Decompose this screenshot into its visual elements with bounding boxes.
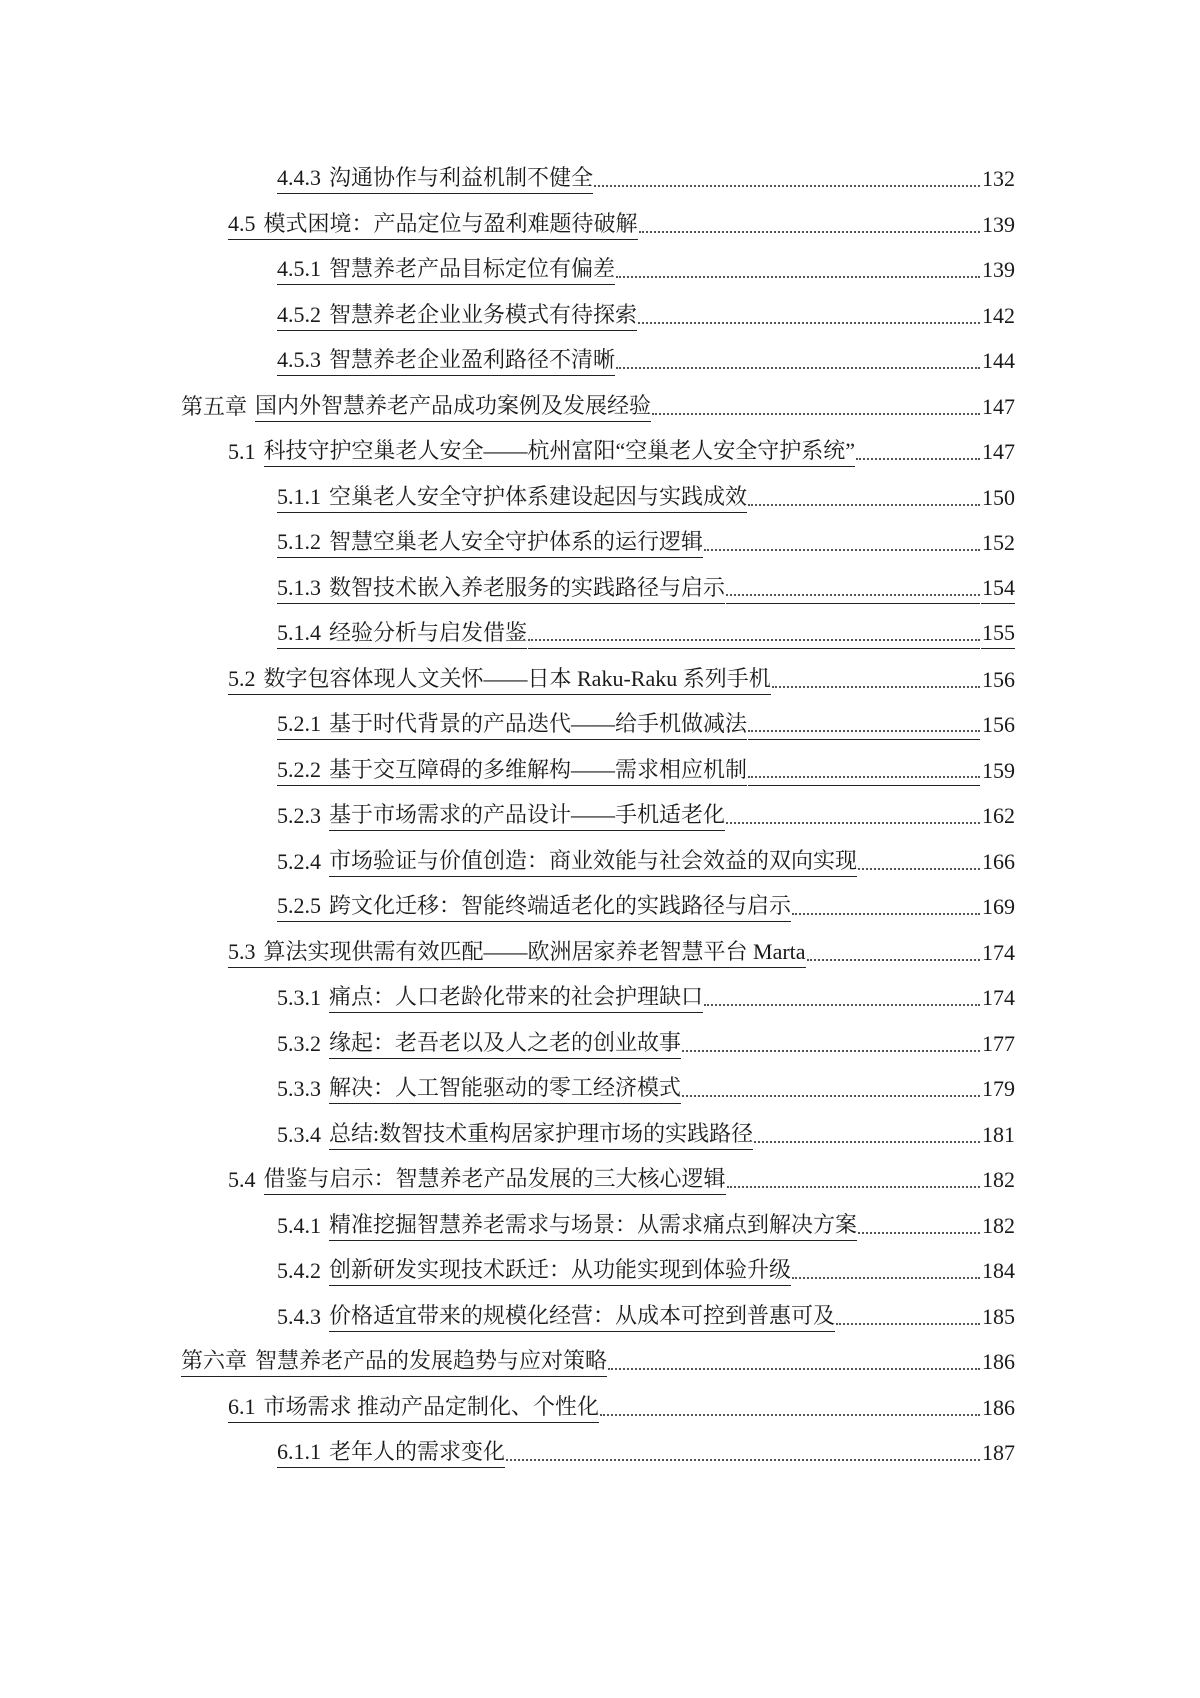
toc-dot-leader [792, 1256, 980, 1286]
toc-entry-page: 159 [982, 757, 1015, 783]
toc-entry-page: 166 [982, 848, 1015, 874]
toc-entry-title: 痛点：人口老龄化带来的社会护理缺口 [329, 982, 703, 1013]
toc-entry-heading [277, 982, 703, 1013]
toc-entry-number: 6.1 [228, 1393, 256, 1419]
toc-entry-heading [228, 664, 771, 695]
toc-entry[interactable] [277, 830, 1015, 877]
toc-entry-number: 5.1.2 [277, 529, 321, 554]
toc-entry[interactable] [181, 1330, 1015, 1377]
toc-entry-number: 4.5.3 [277, 347, 321, 372]
toc-entry-page: 162 [982, 803, 1015, 828]
toc-entry-heading [277, 1301, 835, 1332]
toc-entry-page: 185 [982, 1303, 1015, 1329]
toc-entry-number: 5.2.3 [277, 803, 321, 828]
toc-entry-number: 5.2.4 [277, 848, 321, 874]
toc-entry-heading [181, 1346, 607, 1377]
toc-entry[interactable] [277, 739, 1015, 786]
toc-entry-number: 5.1 [228, 439, 256, 464]
toc-entry-title: 科技守护空巢老人安全——杭州富阳“空巢老人安全守护系统” [264, 436, 856, 467]
toc-entry-number: 5.4 [228, 1167, 256, 1192]
toc-entry[interactable] [181, 375, 1015, 422]
toc-entry-heading [277, 1073, 681, 1104]
toc-entry-title: 国内外智慧养老产品成功案例及发展经验 [255, 391, 651, 422]
toc-entry-heading [277, 891, 791, 922]
toc-entry-page: 174 [982, 939, 1015, 965]
toc-entry-page: 144 [982, 348, 1015, 373]
toc-entry[interactable] [277, 1012, 1015, 1059]
toc-dot-leader [792, 892, 980, 922]
toc-entry[interactable] [277, 238, 1015, 285]
toc-entry-number: 5.4.1 [277, 1212, 321, 1238]
toc-entry-heading [277, 1119, 753, 1150]
toc-dot-leader [754, 1120, 980, 1150]
toc-dot-leader [639, 210, 980, 240]
toc-entry-page: 147 [982, 393, 1015, 419]
toc-entry[interactable] [228, 648, 1015, 695]
toc-dot-leader [638, 301, 980, 331]
toc-entry-number: 5.4.3 [277, 1303, 321, 1329]
toc-entry-page: 186 [982, 1349, 1015, 1374]
toc-dot-leader [726, 573, 980, 604]
toc-entry-number: 4.4.3 [277, 165, 321, 190]
toc-entry-title: 算法实现供需有效匹配——欧洲居家养老智慧平台 Marta [263, 938, 806, 964]
toc-entry[interactable] [277, 875, 1015, 922]
toc-entry[interactable] [277, 1239, 1015, 1286]
toc-entry-title: 智慧养老企业业务模式有待探索 [329, 301, 638, 327]
toc-entry-title: 基于时代背景的产品迭代——给手机做减法 [329, 711, 748, 736]
toc-entry-number: 5.3 [228, 938, 256, 964]
toc-entry-heading [277, 618, 527, 649]
toc-entry-title: 智慧空巢老人安全守护体系的运行逻辑 [329, 529, 704, 554]
toc-entry-number: 5.1.1 [277, 483, 321, 509]
toc-entry-title: 沟通协作与利益机制不健全 [329, 165, 594, 190]
toc-entry-title: 基于交互障碍的多维解构——需求相应机制 [329, 756, 748, 782]
toc-entry-number: 5.3.1 [277, 985, 321, 1010]
toc-dot-leader [726, 801, 980, 831]
toc-entry[interactable] [228, 420, 1015, 467]
toc-entry-page: 179 [982, 1076, 1015, 1101]
toc-dot-leader [682, 1029, 980, 1059]
toc-entry[interactable] [277, 1103, 1015, 1150]
toc-entry-title: 智慧养老产品目标定位有偏差 [329, 256, 616, 281]
toc-dot-leader [616, 346, 980, 376]
toc-entry-heading [277, 755, 747, 786]
toc-entry-page: 132 [982, 166, 1015, 191]
toc-entry-title: 智慧养老企业盈利路径不清晰 [329, 347, 616, 372]
toc-entry-page: 155 [981, 618, 1015, 649]
toc-entry-number: 4.5.2 [277, 301, 321, 327]
toc-entry-heading [277, 345, 615, 376]
toc-entry-number: 5.1.3 [277, 574, 321, 600]
toc-entry-number: 5.2.2 [277, 756, 321, 782]
toc-entry-number: 6.1.1 [277, 1439, 321, 1464]
toc-dot-leader [748, 483, 980, 513]
toc-entry-number: 4.5 [228, 210, 256, 236]
toc-entry-heading [277, 163, 593, 194]
toc-entry-page: 187 [982, 1440, 1015, 1465]
toc-entry-heading [277, 527, 703, 558]
toc-entry-heading [277, 846, 857, 877]
toc-entry-page: 147 [982, 439, 1015, 464]
toc-entry-heading [277, 300, 637, 331]
toc-entry-title: 数智技术嵌入养老服务的实践路径与启示 [329, 574, 726, 600]
toc-entry-number: 5.4.2 [277, 1258, 321, 1283]
toc-entry-heading [228, 937, 806, 968]
toc-entry-heading [181, 391, 651, 422]
toc-entry-page: 181 [982, 1121, 1015, 1147]
toc-entry[interactable] [228, 193, 1015, 240]
toc-entry-number: 第五章 [181, 393, 248, 419]
toc-entry-title: 模式困境：产品定位与盈利难题待破解 [263, 210, 638, 236]
toc-dot-leader [772, 665, 980, 695]
toc-entry-number: 5.1.4 [277, 620, 321, 645]
toc-entry-page: 150 [982, 484, 1015, 510]
toc-entry[interactable] [228, 921, 1015, 968]
toc-entry[interactable] [277, 511, 1015, 558]
toc-entry-title: 总结:数智技术重构居家护理市场的实践路径 [329, 1119, 753, 1150]
toc-dot-leader [704, 983, 980, 1013]
toc-entry[interactable] [277, 329, 1015, 376]
toc-entry-title: 经验分析与启发借鉴 [329, 620, 528, 645]
toc-dot-leader [682, 1074, 980, 1104]
toc-entry-title: 市场需求 推动产品定制化、个性化 [263, 1393, 600, 1419]
toc-entry[interactable] [277, 466, 1015, 513]
toc-entry-heading [228, 436, 855, 467]
toc-entry-title: 老年人的需求变化 [329, 1439, 506, 1464]
toc-entry-heading [277, 482, 747, 513]
toc-entry[interactable] [277, 557, 1015, 604]
toc-entry-page: 156 [982, 666, 1015, 692]
toc-entry-title: 跨文化迁移：智能终端适老化的实践路径与启示 [329, 893, 792, 918]
toc-entry-page: 186 [982, 1394, 1015, 1420]
toc-entry-title: 市场验证与价值创造：商业效能与社会效益的双向实现 [329, 846, 857, 877]
toc-entry-number: 5.3.2 [277, 1030, 321, 1056]
toc-entry[interactable] [277, 1421, 1015, 1468]
toc-entry-title: 智慧养老产品的发展趋势与应对策略 [255, 1348, 608, 1373]
toc-entry-title: 空巢老人安全守护体系建设起因与实践成效 [329, 483, 748, 509]
toc-entry[interactable] [277, 966, 1015, 1013]
toc-entry-title: 精准挖掘智慧养老需求与场景：从需求痛点到解决方案 [329, 1210, 857, 1241]
toc-entry-page: 184 [982, 1258, 1015, 1283]
toc-entry[interactable] [228, 1376, 1015, 1423]
toc-entry-title: 缘起：老吾老以及人之老的创业故事 [329, 1028, 681, 1059]
toc-entry-page: 154 [981, 573, 1015, 604]
toc-entry[interactable] [228, 1148, 1015, 1195]
toc-dot-leader [856, 437, 980, 467]
toc-dot-leader [616, 255, 980, 285]
toc-entry-page: 174 [982, 985, 1015, 1010]
toc-entry-heading [277, 1210, 857, 1241]
toc-dot-leader [748, 755, 980, 786]
toc-entry-page: 152 [982, 530, 1015, 555]
toc-entry[interactable] [277, 602, 1015, 649]
toc-entry-page: 177 [982, 1030, 1015, 1056]
toc-dot-leader [704, 528, 980, 558]
toc-dot-leader [836, 1302, 980, 1332]
toc-dot-leader [858, 847, 980, 877]
toc-entry-page: 139 [982, 211, 1015, 237]
toc-entry-number: 第六章 [181, 1348, 248, 1373]
toc-entry-title: 创新研发实现技术跃迁：从功能实现到体验升级 [329, 1255, 791, 1286]
toc-entry-number: 5.3.3 [277, 1076, 321, 1101]
toc-entry-title: 基于市场需求的产品设计——手机适老化 [329, 800, 725, 831]
toc-entry-title: 价格适宜带来的规模化经营：从成本可控到普惠可及 [329, 1301, 835, 1332]
toc-dot-leader [594, 164, 980, 194]
toc-dot-leader [608, 1347, 980, 1377]
toc-entry[interactable] [277, 784, 1015, 831]
toc-dot-leader [748, 709, 980, 740]
toc-entry-page: 182 [982, 1167, 1015, 1192]
toc-entry[interactable] [277, 284, 1015, 331]
toc-entry[interactable] [277, 147, 1015, 194]
toc-entry-page: 142 [982, 302, 1015, 328]
toc-dot-leader [807, 938, 980, 968]
toc-entry-number: 4.5.1 [277, 256, 321, 281]
toc-entry-heading [277, 1437, 505, 1468]
toc-entry-page: 156 [982, 712, 1015, 737]
toc-entry-heading [277, 1028, 681, 1059]
toc-entry-title: 借鉴与启示：智慧养老产品发展的三大核心逻辑 [264, 1164, 726, 1195]
toc-entry-heading [277, 1255, 791, 1286]
toc-entry-heading [277, 709, 747, 740]
toc-entry[interactable] [277, 693, 1015, 740]
toc-entry-page: 139 [982, 257, 1015, 282]
toc-entry-page: 169 [982, 894, 1015, 919]
toc-entry[interactable] [277, 1057, 1015, 1104]
toc-entry-number: 5.2.5 [277, 893, 321, 918]
toc-entry-page: 182 [982, 1212, 1015, 1238]
toc-entry-title: 解决：人工智能驱动的零工经济模式 [329, 1073, 681, 1104]
toc-entry-heading [228, 1164, 726, 1195]
toc-entry-number: 5.3.4 [277, 1121, 321, 1147]
toc-entry[interactable] [277, 1194, 1015, 1241]
toc-dot-leader [858, 1211, 980, 1241]
toc-entry-heading [277, 800, 725, 831]
toc-entry-heading [228, 1392, 599, 1423]
toc-dot-leader [600, 1393, 980, 1423]
toc-entry-heading [228, 209, 638, 240]
toc-entry-title: 数字包容体现人文关怀——日本 Raku-Raku 系列手机 [263, 665, 771, 691]
toc-entry-heading [277, 573, 725, 604]
toc-entry-number: 5.2.1 [277, 711, 321, 736]
toc-dot-leader [506, 1438, 980, 1468]
toc-entry[interactable] [277, 1285, 1015, 1332]
toc-entry-number: 5.2 [228, 665, 256, 691]
toc-entry-heading [277, 254, 615, 285]
toc-dot-leader [528, 618, 980, 649]
toc-dot-leader [652, 392, 980, 422]
toc-dot-leader [727, 1165, 980, 1195]
